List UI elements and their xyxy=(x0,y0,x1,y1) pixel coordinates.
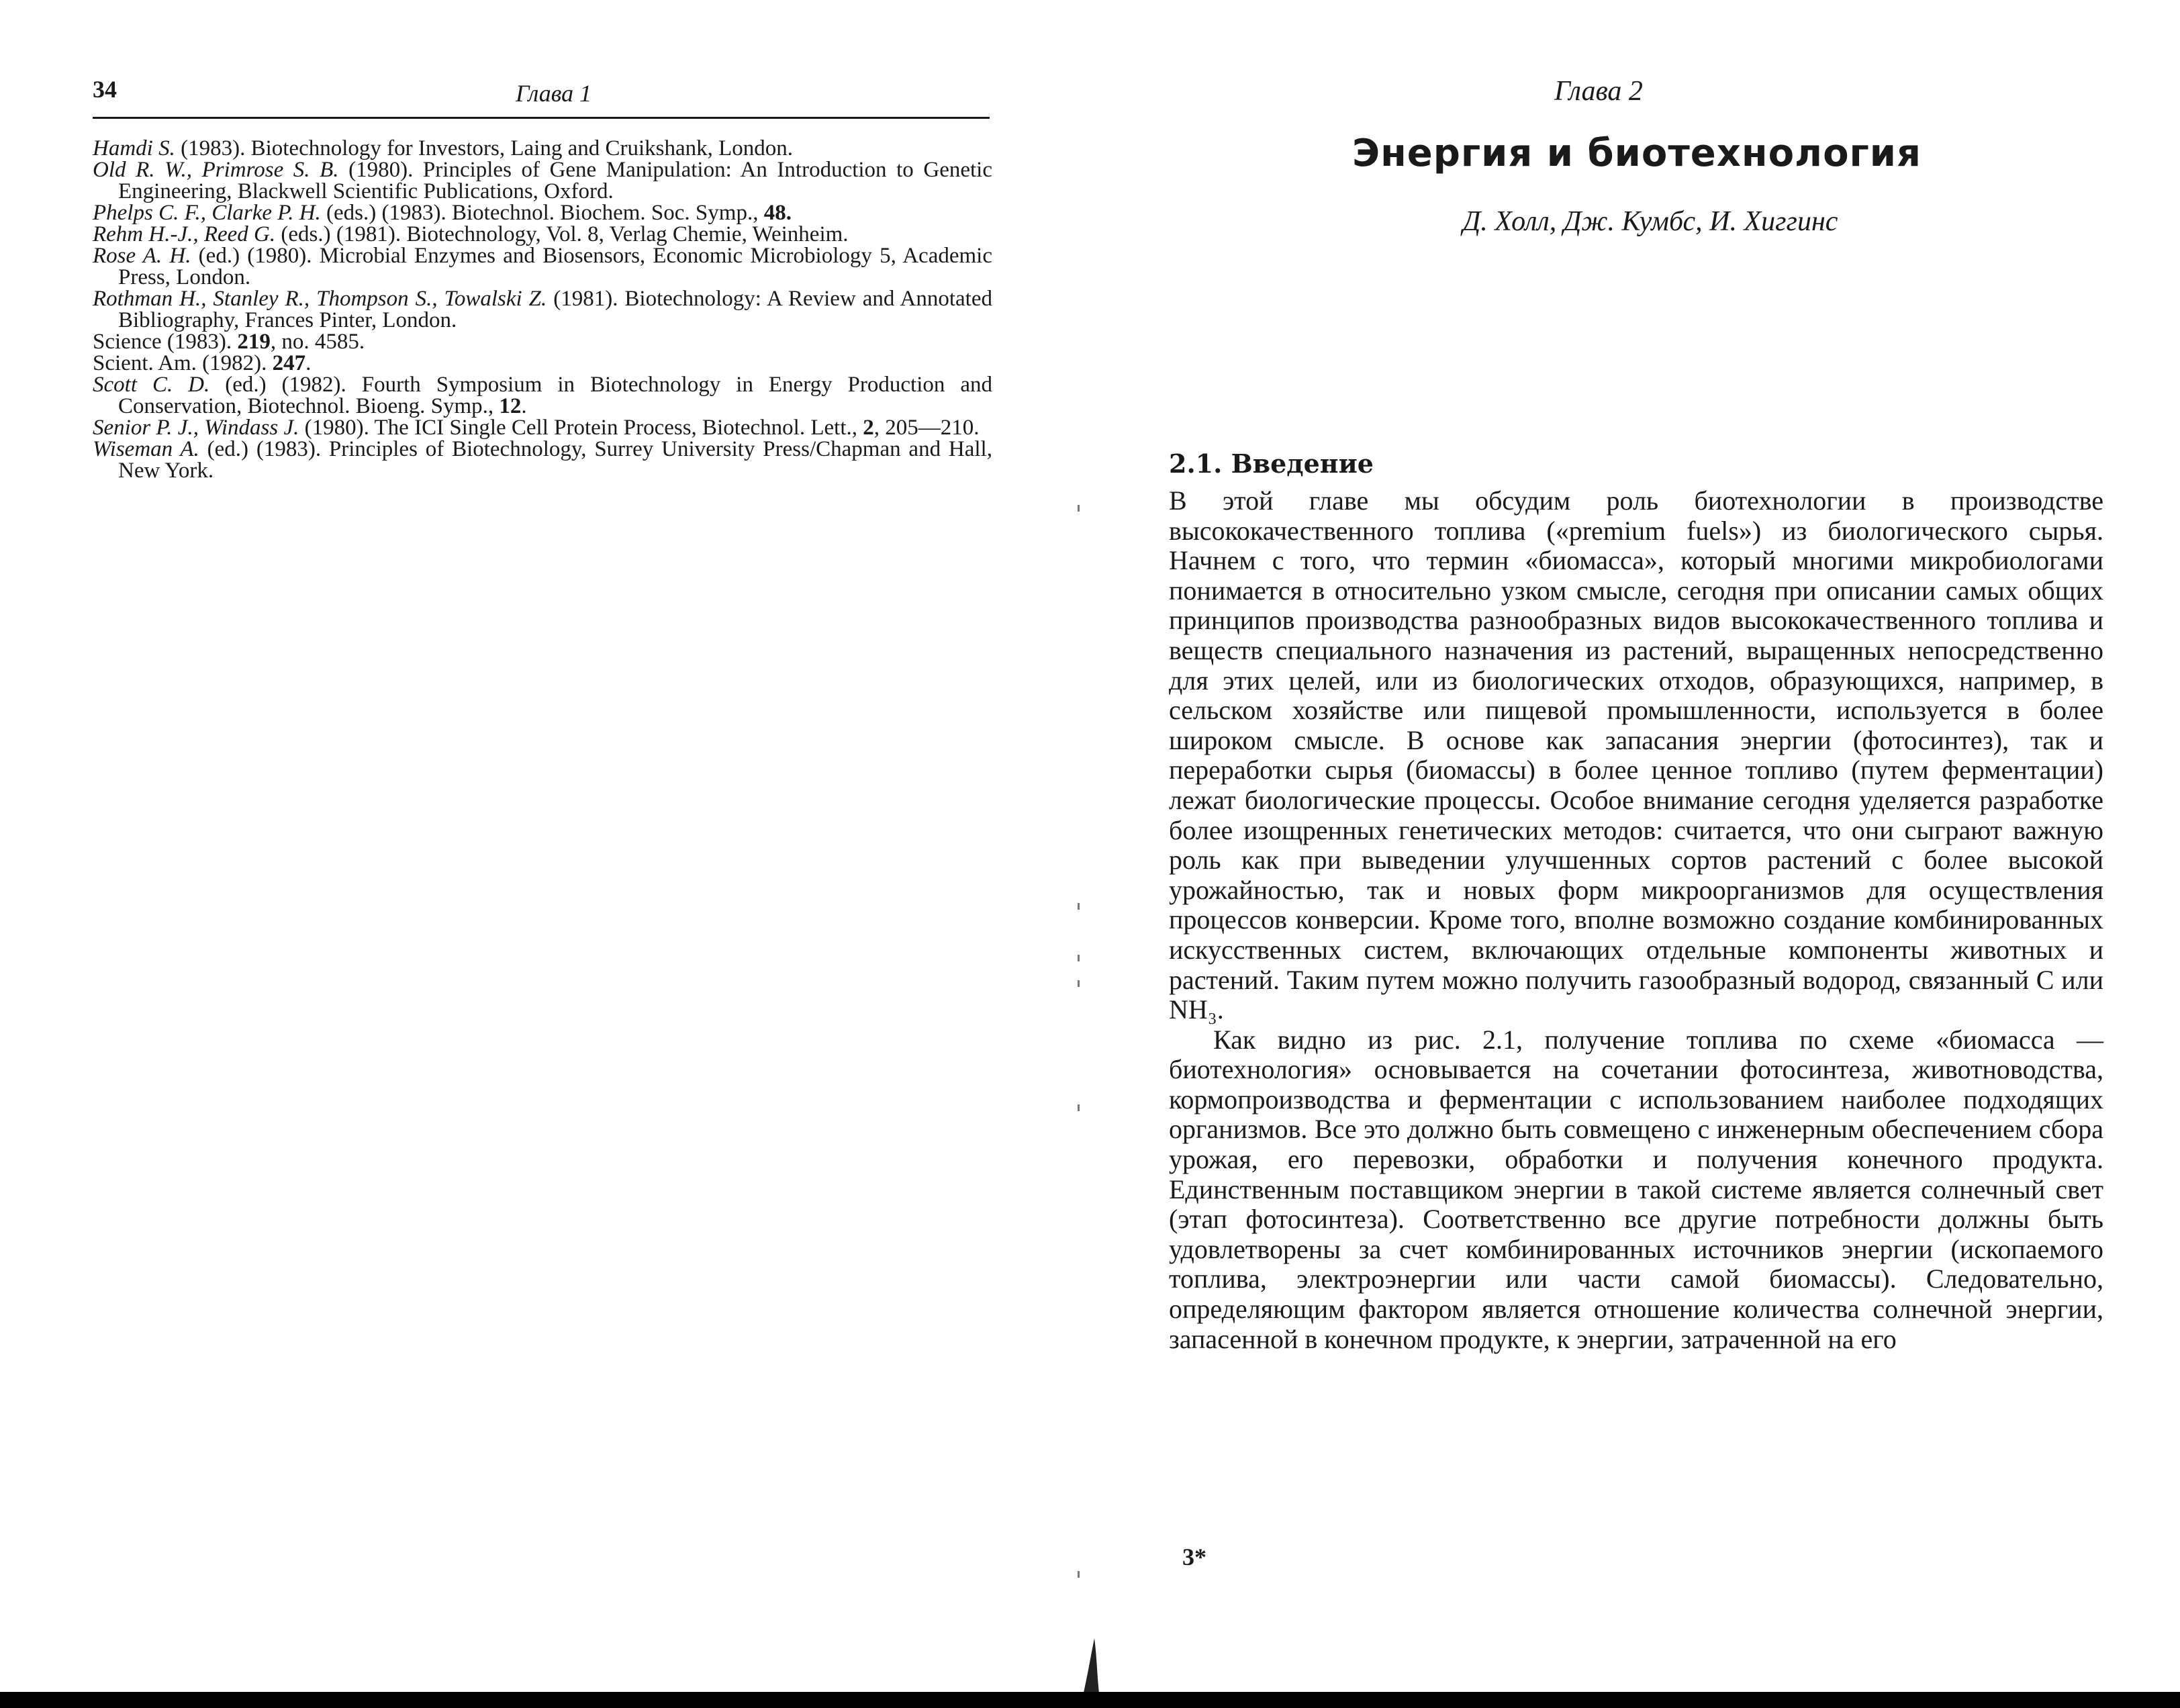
scan-speck xyxy=(1078,505,1080,512)
binding-smudge xyxy=(1068,1638,1115,1699)
header-rule xyxy=(93,117,990,119)
right-page xyxy=(1090,0,2180,1708)
reference-item: Rehm H.-J., Reed G. (eds.) (1981). Biotechnology, Vol. 8, Verlag Chemie, Weinheim. xyxy=(93,222,849,246)
reference-item: Old R. W., Primrose S. B. (1980). Principles of Gene Manipulation: An Introduction to Genetic Engineering, Blackwell Scientific Publications, Oxford. xyxy=(93,158,992,203)
paragraph: Как видно из рис. 2.1, получение топлива по схеме «биомасса — биотехнология» основывается на сочетании фотосинтеза, животноводства, кормопроизводства и ферментации с использованием наиболее подходящих организмов. Все это должно быть совмещено с инженерным обеспечением сбора урожая, его перевозки, обработки и получения конечного продукта. Единственным поставщиком энергии в такой системе является солнечный свет (этап фотосинтеза). Соответственно все другие потребности должны быть удовлетворены за счет комбинированных источников энергии (ископаемого топлива, электроэнергии или части самой биомассы). Следовательно, определяющим фактором является отношение количества солнечной энергии, запасенной в конечном продукте, к энергии, затраченной на его xyxy=(1169,1024,2103,1354)
left-page-header xyxy=(93,75,992,124)
running-head: Глава 1 xyxy=(516,80,592,107)
body-text xyxy=(1169,486,2103,1354)
chapter-title: Энергия и биотехнология xyxy=(1352,132,1922,175)
page-number: 34 xyxy=(93,76,117,103)
chapter-label: Глава 2 xyxy=(1554,76,1643,107)
scan-speck xyxy=(1078,955,1080,961)
chapter-authors: Д. Холл, Дж. Кумбс, И. Хиггинс xyxy=(1462,206,1838,237)
reference-item: Wiseman A. (ed.) (1983). Principles of Biotechnology, Surrey University Press/Chapman and Hall, New York. xyxy=(93,437,992,483)
paragraph: В этой главе мы обсудим роль биотехнологии в производстве высококачественного топлива («premium fuels») из биологического сырья. Начнем с того, что термин «биомасса», который многими микробиологами понимается в относительно узком смысле, сегодня при описании самых общих принципов производства разнообразных видов высококачественного топлива и веществ специального назначения из растений, выращенных непосредственно для этих целей, или из биологических отходов, образующихся, например, в сельском хозяйстве или пищевой промышленности, используется в более широком смысле. В основе как запасания энергии (фотосинтез), так и переработки сырья (биомассы) в более ценное топливо (путем ферментации) лежат биологические процессы. Особое внимание сегодня уделяется разработке более изощренных генетических методов: считается, что они сыграют важную роль как при выведении улучшенных сортов растений с более высокой урожайностью, так и новых форм микроорганизмов для осуществления процессов конверсии. Кроме того, вполне возможно создание комбинированных искусственных систем, включающих отдельные компоненты животных и растений. Таким путем можно получить газообразный водород, связанный C или NH₃. xyxy=(1169,485,2103,1025)
binding-edge xyxy=(0,1692,2180,1708)
reference-item: Rose A. H. (ed.) (1980). Microbial Enzymes and Biosensors, Economic Microbiology 5, Academic Press, London. xyxy=(93,244,992,289)
reference-list xyxy=(93,138,992,481)
scan-speck xyxy=(1078,1104,1080,1111)
scan-speck xyxy=(1078,903,1080,910)
reference-item: Rothman H., Stanley R., Thompson S., Towalski Z. (1981). Biotechnology: A Review and Annotated Bibliography, Frances Pinter, London. xyxy=(93,287,992,332)
reference-item: Scott C. D. (ed.) (1982). Fourth Symposium in Biotechnology in Energy Production and Conservation, Biotechnol. Bioeng. Symp., 12. xyxy=(93,373,992,418)
reference-item: Senior P. J., Windass J. (1980). The ICI Single Cell Protein Process, Biotechnol. Lett., 2, 205—210. xyxy=(93,416,980,440)
reference-item: Phelps C. F., Clarke P. H. (eds.) (1983). Biotechnol. Biochem. Soc. Symp., 48. xyxy=(93,201,792,225)
reference-item: Science (1983). 219, no. 4585. xyxy=(93,330,365,354)
scan-speck xyxy=(1078,1571,1080,1578)
scan-speck xyxy=(1078,980,1080,987)
section-heading: 2.1. Введение xyxy=(1169,448,1374,479)
signature-mark: 3* xyxy=(1182,1544,1206,1570)
reference-item: Scient. Am. (1982). 247. xyxy=(93,351,312,375)
reference-item: Hamdi S. (1983). Biotechnology for Investors, Laing and Cruikshank, London. xyxy=(93,136,794,160)
